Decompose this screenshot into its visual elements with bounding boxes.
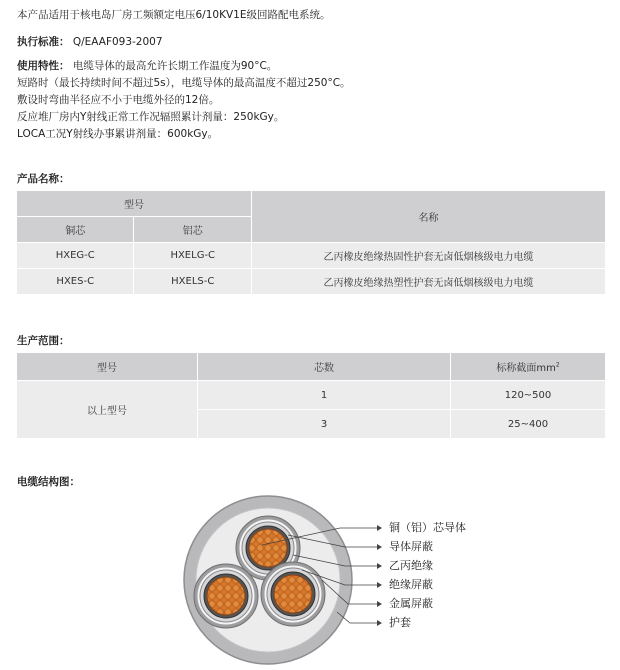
cell-section: 25~400 <box>451 410 606 439</box>
label-insulation-shield: 绝缘屏蔽 <box>389 578 433 591</box>
header-name: 名称 <box>252 191 606 243</box>
cable-core <box>194 564 258 628</box>
cell-model: 以上型号 <box>17 381 198 439</box>
arrow-icon <box>377 620 382 626</box>
feature-text: 短路时（最长持续时间不超过5s），电缆导体的最高温度不超过250°C。 <box>17 77 351 89</box>
label-conductor: 铜（铝）芯导体 <box>389 521 466 534</box>
label-epr-insulation: 乙丙绝缘 <box>389 559 433 572</box>
cell-cores: 3 <box>198 410 451 439</box>
header-copper: 铜芯 <box>17 217 134 243</box>
range-heading: 生产范围： <box>17 335 70 347</box>
structure-heading: 电缆结构图： <box>17 476 80 488</box>
header-model: 型号 <box>17 191 252 217</box>
feature-text: LOCA工况Y射线办事累讲剂量：600kGy。 <box>17 128 219 140</box>
arrow-icon <box>377 544 382 550</box>
label-sheath: 护套 <box>389 616 411 629</box>
feature-text: 敷设时弯曲半径应不小于电缆外径的12倍。 <box>17 94 220 106</box>
cell-aluminum: HXELG-C <box>134 243 252 269</box>
products-heading: 产品名称： <box>17 173 70 185</box>
header-cores: 芯数 <box>198 353 451 381</box>
header-aluminum: 铝芯 <box>134 217 252 243</box>
conductor-layer <box>249 529 287 567</box>
conductor-layer <box>207 577 245 615</box>
cell-copper: HXES-C <box>17 269 134 295</box>
label-metal-shield: 金属屏蔽 <box>389 597 433 610</box>
arrow-icon <box>377 601 382 607</box>
features-label: 使用特性： <box>17 60 70 72</box>
intro-text: 本产品适用于核电岛厂房工频额定电压6/10KV1E级回路配电系统。 <box>17 9 331 21</box>
cell-name: 乙丙橡皮绝缘热固性护套无卤低烟核级电力电缆 <box>252 243 606 269</box>
header-model: 型号 <box>17 353 198 381</box>
conductor-layer <box>274 575 312 613</box>
feature-text: 反应堆厂房内Y射线正常工作况辐照累计剂量：250kGy。 <box>17 111 285 123</box>
feature-text: 电缆导体的最高允许长期工作温度为90°C。 <box>72 60 278 72</box>
label-conductor-shield: 导体屏蔽 <box>389 540 433 553</box>
arrow-icon <box>377 563 382 569</box>
header-section-text: 标称截面mm <box>496 363 556 374</box>
arrow-icon <box>377 582 382 588</box>
header-section-sup: 2 <box>555 361 560 369</box>
arrow-icon <box>377 525 382 531</box>
standard-label: 执行标准： <box>17 36 70 48</box>
cell-cores: 1 <box>198 381 451 410</box>
cell-section: 120~500 <box>451 381 606 410</box>
standard-value: Q/EAAF093-2007 <box>72 36 163 48</box>
cable-core <box>261 562 325 626</box>
cell-copper: HXEG-C <box>17 243 134 269</box>
cell-name: 乙丙橡皮绝缘热塑性护套无卤低烟核级电力电缆 <box>252 269 606 295</box>
cell-aluminum: HXELS-C <box>134 269 252 295</box>
